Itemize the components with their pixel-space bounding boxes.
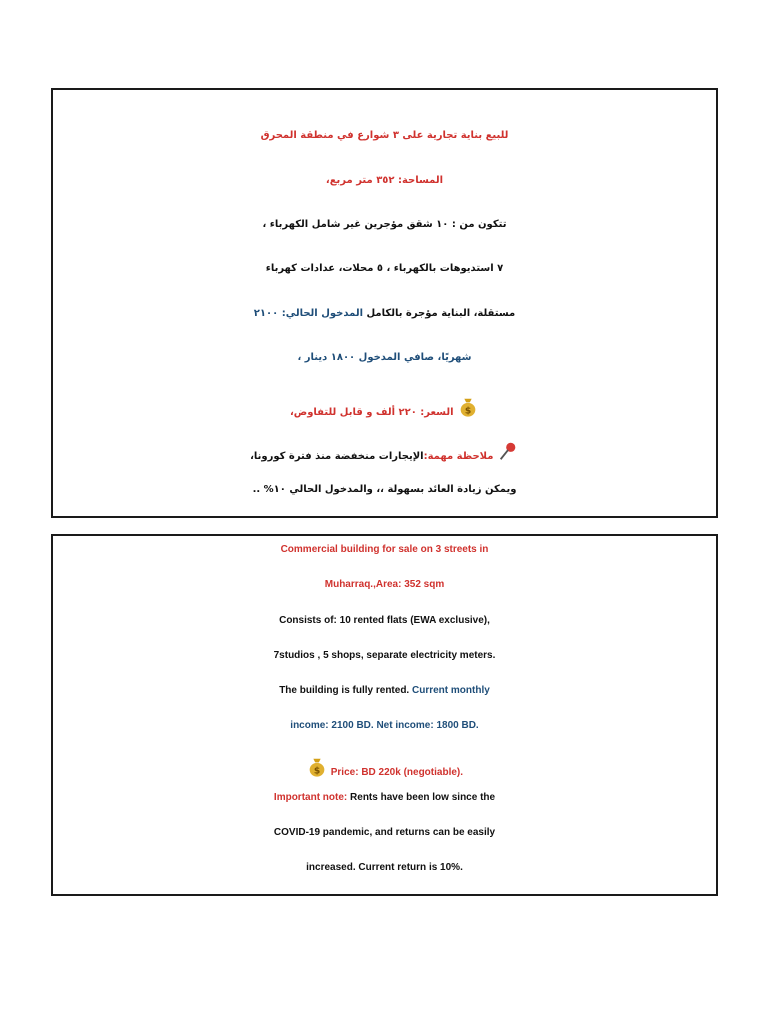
english-income-label: Current monthly: [412, 685, 490, 696]
svg-text:$: $: [313, 765, 321, 777]
arabic-return-line: ويمكن زيادة العائد بسهولة ،، والمدخول الحالي ١٠% ..: [252, 484, 517, 495]
arabic-rented-line: [53, 308, 716, 319]
svg-text:$: $: [464, 405, 472, 417]
arabic-note-text: الإيجارات منخفضة منذ فترة كورونا،: [250, 451, 424, 462]
english-studios-line: 7studios , 5 shops, separate electricity meters.: [273, 650, 496, 661]
english-note-text: Rents have been low since the: [350, 792, 496, 803]
english-rented-line: [53, 685, 716, 696]
english-title-line-1: Commercial building for sale on 3 streets in: [280, 544, 489, 555]
english-covid-line: COVID-19 pandemic, and returns can be easily: [273, 827, 496, 838]
arabic-listing-box: [51, 88, 718, 518]
arabic-consists-line: تتكون من : ١٠ شقق مؤجرين غير شامل الكهرباء ،: [262, 219, 507, 230]
arabic-area-line: المساحة: ٣٥٢ متر مربع،: [325, 175, 444, 186]
arabic-price-line: [53, 396, 716, 418]
english-rented-text: The building is fully rented.: [279, 685, 410, 696]
arabic-note-label: ملاحظة مهمة:: [423, 451, 494, 462]
arabic-rented-text: مستقلة، البناية مؤجرة بالكامل: [366, 308, 516, 319]
money-bag-icon: [306, 756, 328, 778]
arabic-title-line: للبيع بناية تجارية على ٣ شوارع في منطقة المحرق: [260, 130, 509, 141]
money-bag-icon: [457, 396, 479, 418]
english-listing-box: [51, 534, 718, 896]
english-consists-line: Consists of: 10 rented flats (EWA exclusive),: [279, 615, 490, 626]
english-price-text: Price: BD 220k (negotiable).: [330, 767, 464, 778]
arabic-note-line: [53, 440, 716, 462]
english-price-line: [53, 756, 716, 778]
arabic-income-text: المدخول الحالي: ٢١٠٠: [253, 308, 364, 319]
arabic-studios-line: ٧ استديوهات بالكهرباء ، ٥ محلات، عدادات كهرباء: [265, 263, 504, 274]
arabic-net-income-line: شهريًا، صافي المدخول ١٨٠٠ دينار ،: [297, 352, 472, 363]
english-title-line-2: Muharraq.,Area: 352 sqm: [324, 579, 445, 590]
pushpin-icon: [497, 440, 519, 462]
arabic-price-text: السعر: ٢٢٠ ألف و قابل للتفاوض،: [289, 407, 454, 418]
english-income-line: income: 2100 BD. Net income: 1800 BD.: [290, 720, 479, 731]
english-return-line: increased. Current return is 10%.: [306, 862, 463, 873]
english-note-line: [53, 792, 716, 803]
english-note-label: Important note:: [273, 792, 348, 803]
